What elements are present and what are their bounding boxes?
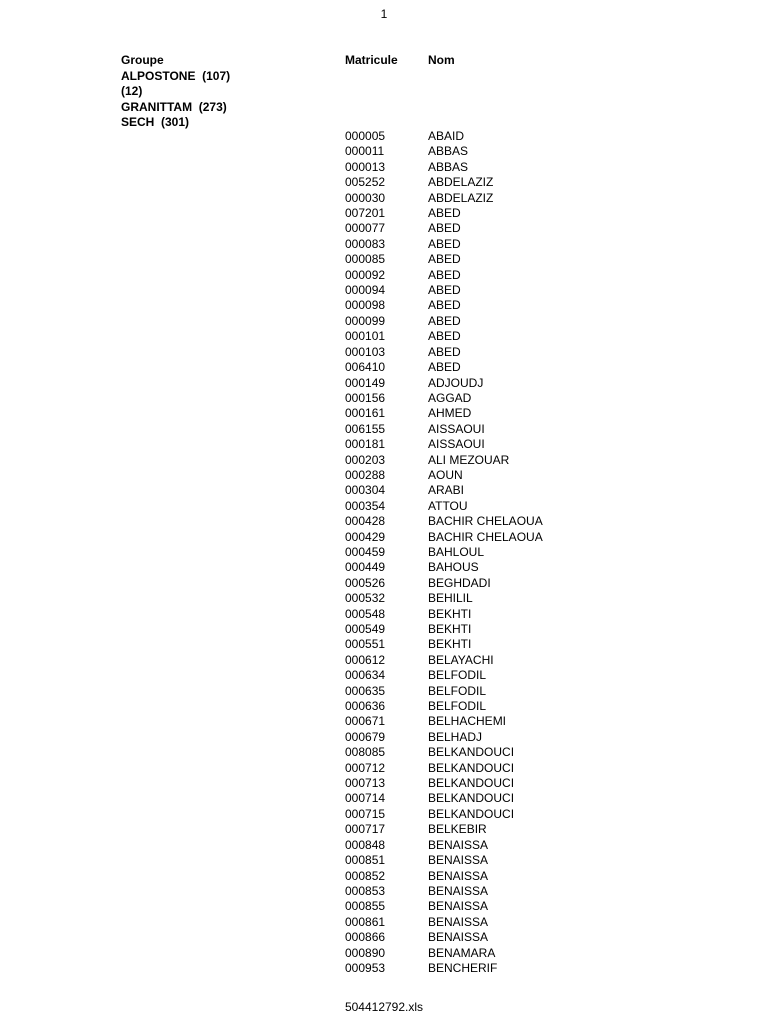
matricule-cell: 000679 (345, 729, 386, 744)
matricule-cell: 000011 (345, 144, 385, 159)
table-row (345, 853, 543, 868)
table-row (345, 329, 543, 344)
table-row (345, 961, 543, 976)
table-row (345, 514, 543, 529)
table-row (345, 191, 543, 206)
nom-cell: ARABI (428, 483, 465, 498)
table-row (345, 869, 543, 884)
nom-cell: ABED (428, 206, 461, 221)
matricule-cell: 000714 (345, 791, 386, 806)
table-row (345, 884, 543, 899)
page-number: 1 (380, 7, 388, 21)
matricule-cell: 007201 (345, 206, 386, 221)
matricule-cell: 000459 (345, 544, 386, 559)
nom-cell: ABAID (428, 129, 465, 143)
matricule-cell: 000717 (345, 822, 386, 837)
matricule-cell: 000304 (345, 483, 386, 498)
nom-cell: ABED (428, 298, 461, 313)
groupe-block (121, 53, 230, 131)
matricule-cell: 008085 (345, 745, 386, 760)
nom-cell: BENAISSA (428, 883, 489, 898)
nom-cell: AGGAD (428, 390, 472, 405)
nom-cell: BELFODIL (428, 668, 487, 683)
matricule-cell: 000853 (345, 883, 386, 898)
table-row (345, 314, 543, 329)
nom-cell: BENAISSA (428, 914, 489, 929)
table-row (345, 807, 543, 822)
matricule-cell: 000890 (345, 945, 386, 960)
nom-cell: ATTOU (428, 498, 468, 513)
nom-cell: BENAISSA (428, 930, 489, 945)
table-row (345, 268, 543, 283)
matricule-cell: 000013 (345, 159, 386, 174)
matricule-cell: 006410 (345, 360, 386, 375)
matricule-cell: 000103 (345, 344, 386, 359)
nom-cell: ABED (428, 221, 461, 236)
table-row (345, 714, 543, 729)
nom-cell: BELKANDOUCI (428, 760, 515, 775)
nom-cell: BEHILIL (428, 591, 473, 606)
table-row (345, 283, 543, 298)
nom-cell: BEKHTI (428, 637, 472, 652)
matricule-cell: 000099 (345, 313, 386, 328)
table-row (345, 899, 543, 914)
matricule-cell: 000861 (345, 914, 386, 929)
matricule-cell: 000848 (345, 837, 386, 852)
table-row (345, 622, 543, 637)
table-row (345, 560, 543, 575)
table-row (345, 221, 543, 236)
table-row (345, 576, 543, 591)
nom-cell: BENAMARA (428, 945, 496, 960)
matricule-cell: 000354 (345, 498, 386, 513)
nom-cell: BENAISSA (428, 837, 489, 852)
nom-cell: ABDELAZIZ (428, 175, 494, 190)
table-row (345, 468, 543, 483)
table-row (345, 345, 543, 360)
table-row (345, 129, 543, 144)
nom-cell: ABED (428, 313, 461, 328)
table-row (345, 175, 543, 190)
table-row (345, 530, 543, 545)
matricule-cell: 006155 (345, 421, 386, 436)
table-row (345, 653, 543, 668)
matricule-cell: 000077 (345, 221, 386, 236)
nom-cell: BEKHTI (428, 622, 472, 636)
matricule-cell: 000549 (345, 622, 386, 636)
table-row (345, 252, 543, 267)
table-row (345, 684, 543, 699)
table-row (345, 206, 543, 221)
matricule-cell: 000149 (345, 375, 386, 390)
nom-cell: BACHIR CHELAOUA (428, 514, 543, 529)
table-row (345, 144, 543, 159)
table-row (345, 453, 543, 468)
table-row (345, 930, 543, 945)
table-row (345, 360, 543, 375)
nom-cell: BELHADJ (428, 729, 483, 744)
matricule-cell: 000953 (345, 960, 386, 975)
table-row (345, 483, 543, 498)
groupe-item: SECH (301) (121, 115, 190, 129)
matricule-cell: 000083 (345, 236, 386, 251)
table-row (345, 637, 543, 652)
matricule-cell: 000085 (345, 252, 386, 267)
table-row (345, 730, 543, 745)
table-row (345, 406, 543, 421)
nom-cell: BELHACHEMI (428, 714, 507, 729)
matricule-cell: 000635 (345, 683, 386, 698)
table-row (345, 298, 543, 313)
nom-cell: BEKHTI (428, 606, 472, 621)
table-row (345, 391, 543, 406)
matricule-cell: 000548 (345, 606, 386, 621)
nom-cell: AHMED (428, 406, 472, 421)
matricule-cell: 000551 (345, 637, 386, 652)
table-row (345, 699, 543, 714)
table-row (345, 761, 543, 776)
nom-cell: ABED (428, 236, 461, 251)
nom-cell: ABED (428, 329, 461, 344)
table-row (345, 422, 543, 437)
matricule-cell: 000855 (345, 899, 386, 914)
nom-cell: BENAISSA (428, 853, 489, 868)
matricule-cell: 000532 (345, 591, 386, 606)
matricule-cell: 000181 (345, 437, 386, 452)
nom-cell: ADJOUDJ (428, 375, 484, 390)
nom-cell: ABED (428, 344, 461, 359)
nom-cell: BEGHDADI (428, 575, 491, 590)
matricule-cell: 000851 (345, 853, 386, 868)
matricule-cell: 000203 (345, 452, 386, 467)
nom-cell: BELKANDOUCI (428, 745, 515, 760)
matricule-header: Matricule (345, 53, 398, 67)
nom-cell: AISSAOUI (428, 437, 485, 452)
nom-cell: BAHLOUL (428, 544, 485, 559)
groupe-item: ALPOSTONE (107) (121, 68, 231, 83)
nom-cell: ABED (428, 360, 461, 375)
matricule-cell: 000713 (345, 776, 386, 791)
matricule-cell: 000098 (345, 298, 386, 313)
nom-cell: BELKANDOUCI (428, 806, 515, 821)
nom-cell: ABED (428, 252, 461, 267)
nom-cell: ABDELAZIZ (428, 190, 494, 205)
matricule-cell: 000671 (345, 714, 386, 729)
matricule-cell: 000288 (345, 467, 386, 482)
matricule-cell: 000715 (345, 806, 386, 821)
nom-cell: BACHIR CHELAOUA (428, 529, 543, 544)
table-row (345, 946, 543, 961)
nom-cell: BAHOUS (428, 560, 479, 575)
matricule-cell: 000866 (345, 930, 386, 945)
nom-cell: BENCHERIF (428, 960, 498, 975)
nom-cell: AOUN (428, 467, 463, 482)
nom-cell: ABED (428, 283, 461, 298)
nom-cell: ABBAS (428, 159, 469, 174)
nom-cell: BELKEBIR (428, 822, 487, 837)
nom-cell: BELFODIL (428, 699, 487, 714)
matricule-cell: 000101 (345, 329, 386, 344)
table-row (345, 915, 543, 930)
matricule-cell: 000612 (345, 652, 386, 667)
table-row (345, 237, 543, 252)
nom-cell: ABBAS (428, 144, 469, 159)
table-row (345, 776, 543, 791)
table-row (345, 745, 543, 760)
matricule-cell: 000094 (345, 283, 386, 298)
table-row (345, 160, 543, 175)
table-row (345, 545, 543, 560)
groupe-item: (12) (121, 84, 143, 98)
table-row (345, 376, 543, 391)
table-row (345, 791, 543, 806)
matricule-cell: 000449 (345, 560, 386, 575)
nom-cell: BELKANDOUCI (428, 791, 515, 806)
matricule-cell: 000634 (345, 668, 386, 683)
table-row (345, 822, 543, 837)
nom-cell: BENAISSA (428, 868, 489, 883)
table-row (345, 499, 543, 514)
nom-cell: ABED (428, 267, 461, 282)
groupe-list (121, 69, 230, 131)
table-row (345, 838, 543, 853)
table-row (345, 607, 543, 622)
matricule-cell: 000005 (345, 129, 386, 143)
table-row (345, 591, 543, 606)
nom-cell: BELKANDOUCI (428, 776, 515, 791)
matricule-cell: 000712 (345, 760, 386, 775)
groupe-item: GRANITTAM (273) (121, 99, 227, 114)
nom-header: Nom (428, 53, 455, 67)
matricule-cell: 000526 (345, 575, 386, 590)
table-body (345, 129, 543, 976)
matricule-cell: 000156 (345, 390, 386, 405)
groupe-header: Groupe (121, 53, 164, 67)
matricule-cell: 000030 (345, 190, 386, 205)
nom-cell: ALI MEZOUAR (428, 452, 510, 467)
nom-cell: AISSAOUI (428, 421, 485, 436)
matricule-cell: 005252 (345, 175, 386, 190)
table-row (345, 437, 543, 452)
matricule-cell: 000429 (345, 529, 386, 544)
matricule-cell: 000636 (345, 699, 386, 714)
matricule-cell: 000428 (345, 514, 386, 529)
nom-cell: BENAISSA (428, 899, 489, 914)
table-row (345, 668, 543, 683)
matricule-cell: 000092 (345, 267, 386, 282)
matricule-cell: 000852 (345, 868, 386, 883)
nom-cell: BELFODIL (428, 683, 487, 698)
file-name-footer: 504412792.xls (344, 1000, 424, 1014)
matricule-cell: 000161 (345, 406, 386, 421)
nom-cell: BELAYACHI (428, 652, 494, 667)
